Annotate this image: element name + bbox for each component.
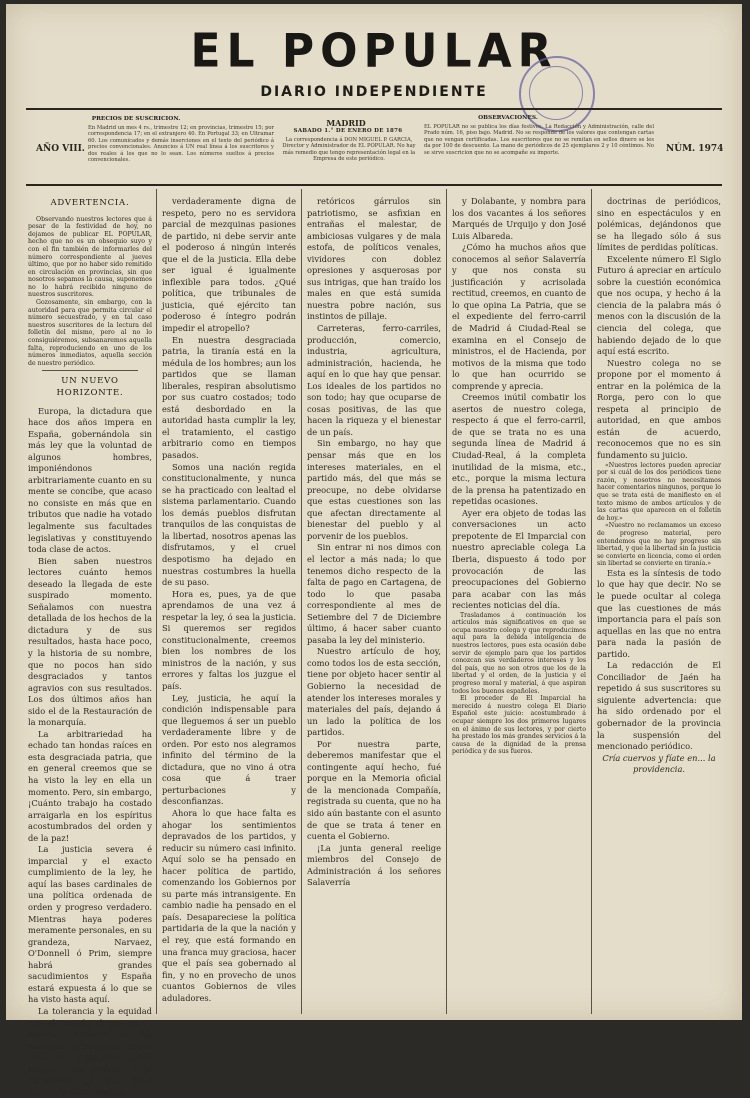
masthead-subtitle: DIARIO INDEPENDIENTE	[260, 84, 488, 100]
article-heading: ADVERTENCIA.	[50, 198, 130, 208]
observations-title: OBSERVACIONES.	[478, 115, 538, 121]
article-paragraph: Ley, justicia, he aquí la condición indispensable para que lleguemos á ser un pueblo verdaderamente libre y de orden. Por esto nos alegramos infinito del término de la dictadura, que no vino á otra cosa que á traer perturbaciones y desconfianzas.	[162, 692, 296, 807]
dateline: SABADO 1.° DE ENERO DE 1876	[293, 128, 403, 134]
article-paragraph: Carreteras, ferro-carriles, producción, comercio, industria, agricultura, administración, hacienda, he aquí en lo que hay que pensar. Los ideales de los partidos no son todo; hay que ocuparse de cosas positivas, de las que hacen la riqueza y el bienestar de un país.	[307, 323, 441, 437]
article-paragraph: Somos una nación regida constitucionalmente, y nunca se ha practicado con lealtad el sistema parlamentario. Cuando los demás pueblos disfrutan tranquilos de las conquistas de la libertad, nosotros apenas las disfrutamos, y el cruel despotismo ha dejado en nuestras costumbres la huella de su paso.	[162, 461, 296, 588]
article-paragraph: Por nuestra parte, deberemos manifestar que el contingente aquí hecho, fué porque en la Memoria oficial de la mencionada Compañía, registrada su cuenta, que no ha sido aún bastante con el asunto de que se trata á tener en cuenta el Gobierno.	[307, 738, 441, 842]
article-paragraph: doctrinas de periódicos, sino en espectáculos y en polémicas, dejándonos que se ha llegado sólo á sus límites de perdidas políticas.	[597, 196, 721, 253]
article-paragraph: La arbitrariedad ha echado tan hondas raíces en esta desgraciada patria, que en general creemos que se ha visto la ley en ella un momento. Pero, sin embargo, ¡Cuánto trabajo ha costado arraigarla en los espíritus acostumbrados del orden y de la paz!	[28, 728, 152, 843]
subscription-title: PRECIOS DE SUSCRICION.	[91, 116, 181, 122]
header-rule-bottom	[26, 184, 722, 186]
small-print-block	[28, 216, 152, 300]
small-print-paragraph: Trasladamos á continuación los artículos más significativos en que se ocupa nuestro colega y que reproducimos aquí para la debida inteligencia de nuestros lectores, pues esta ocasión debe servir de ejemplo para que los partidos conozcan sus verdaderos intereses y los del país, que no son otros que los de la libertad y el orden, de la justicia y el progreso moral y material, á que aspiran todos los buenos españoles.	[452, 611, 586, 695]
newspaper-page	[6, 4, 742, 1097]
article-paragraph: La justicia severa é imparcial y el exacto cumplimiento de la ley, he aquí las bases cardinales de una política ordenada de orden y progreso verdadero. Mientras haya poderes meramente personales, en su grandeza, Narvaez, O'Donnell ó Prim, siempre habrá grandes sacudimientos y España estará expuesta á lo que se ha visto hasta aquí.	[28, 844, 153, 1005]
article-paragraph: En nuestra desgraciada patria, la tiranía está en la médula de los hombres; aun los partidos que se llaman liberales, respiran absolutismo por sus cuatro costados; todo está desbordado en la autoridad hasta cumplir la ley, el tratamiento, el castigo arbitrario como en tiempos pasados.	[162, 334, 296, 461]
small-print-paragraph: Gozosamente, sin embargo, con la autoridad para que permita circular el número secuestrado, y en tal caso nuestros suscritores de la lectura del folletín del mismo, pero al no lo consiguiéremos, subsanaremos aquella falta, reproduciendo en uno de los números inmediatos, aquella sección de nuestro periódico.	[28, 299, 152, 367]
article-paragraph: Sin embargo, no hay que pensar más que en los intereses materiales, en el partido más, del que más se preocupe, no debe olvidarse que estas cuestiones son las que afectan directamente al bienestar del pueblo y al porvenir de los pueblos.	[307, 438, 441, 541]
article-paragraph: Europa, la dictadura que hace dos años impera en España, gobernándola sin más ley que la voluntad de algunos hombres, imponiéndonos arbitrariamente cuanto en su mente se concibe, que acaso no consiste en más que en tributos que nadie ha votado legalmente sus facultades legislativas y constituyendo toda clase de actos.	[28, 405, 152, 555]
article-paragraph: retóricos gárrulos sin patriotismo, se asfixian en entrañas el malestar, de ambiciosas vulgares y de mala estofa, de políticos venales, vividores con doblez opresiones y asquerosas por sus intrigas, que han traído los males en que está sumida nuestra pobre nación, sus instintos de pillaje.	[307, 196, 441, 322]
small-print-paragraph: «Nuestro no reclamamos un exceso de progreso material, pero entendemos que no hay progreso sin libertad, y que la libertad sin la justicia se convierte en licencia, como el orden sin libertad se convierte en tiranía.»	[597, 522, 721, 568]
article-column-2	[162, 196, 296, 1012]
column-divider-1	[156, 189, 157, 1014]
small-print-paragraph: «Nuestros lectores pueden apreciar por si cuál de los dos periódicos tiene razón, y nosotros no necesitamos hacer comentarios ningunos, porque lo que se trata está de manifiesto en el texto mismo de ambos artículos y de las cartas que aparecen en el folletín de hoy.»	[597, 461, 721, 522]
city-label: MADRID	[326, 118, 366, 128]
article-paragraph: verdaderamente digna de respeto, pero no es servidora parcial de mezquinas pasiones de partido, ni debe servir ante el poderoso á ningún interés que el de la justicia. Ella debe ser igual é igualmente inflexible para todos. ¿Qué política, que tribunales de justicia, qué ejército tan poderoso é íntegro podrán impedir el atropello?	[162, 196, 296, 334]
column-divider-4	[591, 189, 592, 1014]
article-column-1	[28, 196, 153, 1097]
masthead-title: EL POPULAR	[190, 24, 558, 79]
article-paragraph: Bien saben nuestros lectores cuánto hemos deseado la llegada de este suspirado momento. Señalamos con nuestra detallada de los hechos de la dictadura y de sus resultados, hasta hace poco, y la historia de su nombre, que no pocos han sido desgraciados y tantos agravios con sus resultados. Los dos últimos años han sido el de la Restauración de la monarquía.	[28, 555, 152, 728]
small-print-paragraph: Observando nuestros lectores que á pesar de la festividad de hoy, no dejamos de publicar EL POPULAR, hecho que no es un obsequio suyo y con el fin también de informarles del número correspondiente al jueves último, que por no haber sido remitido en circulación en provincias, sin que nosotros sepamos la causa, suponemos no lo habrá recibido ninguno de nuestros suscritores.	[28, 215, 152, 299]
section-divider	[42, 370, 138, 371]
article-paragraph: Hora es, pues, ya de que aprendamos de una vez á respetar la ley, ó sea la justicia. Si queremos ser regidos constitucionalmente, creemos bien los nombres de los ministros de la nación, y sus errores y faltas los juzgue el país.	[162, 588, 296, 691]
small-print-block	[28, 299, 152, 367]
article-paragraph: La tolerancia y la equidad con el partido al que no es adverso, apóyese de las naciones extranjeras, sobre todo de Inglaterra: ¿qué respeto van profesar á la autoridad? ¿y qué que? Porque la autoridad es	[28, 1005, 152, 1097]
observations-text: EL POPULAR no se publica los días festivos. La Redacción y Administración, calle del Prado núm. 16, piso bajo. Madrid. No se responde de los valores que contengan cartas que no vengan certificadas. Los suscritores que no se remitan en sellos dinero se les da por 100 de descuento. La mano de periódicos de 25 ejemplares 2 y 10 céntimos. No se sirve suscricion que no se acompañe su importe.	[424, 124, 654, 156]
small-print-paragraph: El proceder de El Imparcial ha merecido á nuestro colega El Diario Español este juicio: acostumbrado á ocupar siempre los dos primeros lugares en el ánimo de sus lectores, y por cierto ha prestado los más grandes servicios á la causa de la dignidad de la prensa periódica y de sus fueros.	[452, 695, 586, 756]
article-column-5	[597, 196, 721, 1012]
article-paragraph: Ayer era objeto de todas las conversaciones un acto prepotente de El Imparcial con nuestro apreciable colega La Iberia, dispuesto á todo por provocación de las preocupaciones del Gobierno para acabar con las más recientes noticias del día.	[452, 507, 586, 611]
column-divider-3	[446, 189, 447, 1014]
article-paragraph: Nuestro colega no se propone por el momento á entrar en la polémica de la Rorga, pero con lo que respeta al principio de autoridad, en que ambos están de acuerdo, reconocemos que no es sin fundamento su juicio.	[597, 357, 721, 461]
year-label: AÑO VIII.	[36, 144, 85, 154]
article-column-4	[452, 196, 586, 1012]
article-paragraph: La redacción de El Conciliador de Jaén ha repetido á sus suscritores su siguiente advertencia: que ha sido ordenado por el gobernador de la provincia la suspensión del mencionado periódico.	[597, 660, 721, 752]
director-text: La correspondencia á DON MIGUEL P. GARCIA, Director y Administrador de EL POPULAR. No hay más remedio que tengo representación legal en la Empresa de este periódico.	[282, 137, 416, 163]
article-paragraph: y Dolabante, y nombra para los dos vacantes á los señores Marqués de Urquijo y don José Luis Albareda.	[452, 196, 586, 241]
article-column-3	[307, 196, 441, 1012]
article-paragraph: Esta es la síntesis de todo lo que hay que decir. No se le puede ocultar al colega que las cuestiones de más importancia para el país son aquellas en las que no entra para nada la pasión de partido.	[597, 567, 721, 659]
small-print-block	[452, 695, 586, 756]
article-heading: UN NUEVO HORIZONTE.	[56, 376, 124, 398]
small-print-block	[597, 522, 721, 568]
article-paragraph: Excelente número El Siglo Futuro á apreciar en artículo sobre la cuestión económica que nos ocupa, y hecho á la ciencia de la palabra más ó menos con la discusión de la ciencia del colega, que habiendo dejado de lo que aquí está escrito.	[597, 253, 721, 357]
issue-number: NÚM. 1974	[666, 144, 724, 154]
article-paragraph: Creemos inútil combatir los asertos de nuestro colega, respecto á que el ferro-carril, de que se trata no es una segunda línea de Madrid á Ciudad-Real, á la completa inutilidad de la misma, etc., etc., porque la misma lectura de la prensa ha patentizado en repetidas ocasiones.	[452, 392, 586, 507]
article-paragraph: ¡La junta general reelige miembros del Consejo de Administración á los señores Salaverría	[307, 842, 441, 888]
closing-line: Cría cuervos y fíate en... la providencia.	[602, 752, 716, 775]
article-paragraph: ¿Cómo ha muchos años que conocemos al señor Salaverría y que nos consta su justificación y acrisolada rectitud, creemos, en cuanto de lo que opina La Patria, que se el expediente del ferro-carril de Madrid á Ciudad-Real se examina en el Consejo de ministros, el de Hacienda, por motivos de la misma que todo lo que han ocurrido se comprende y aprecia.	[452, 242, 586, 391]
article-paragraph: Ahora lo que hace falta es ahogar los sentimientos depravados de los partidos, y reducir su número casi infinito. Aquí solo se ha pensado en hacer política de partido, comenzando los Gobiernos por su parte más intransigente. En cambio nadie ha pensado en el país. Desapareciese la política partidaria de la que la nación y el rey, que está formando en una franca muy graciosa, hacer que el país sea gobernado al fin, y no en provecho de unos cuantos Gobiernos de viles aduladores.	[162, 807, 296, 1003]
subscription-text: En Madrid un mes 4 rs., trimestre 12; en provincias, trimestre 15; por correspondencia 17; en el extranjero 40. En Portugal 33; en Ultramar 60. Los comunicados y demás inserciones en el texto del periódico á precios convencionales. Anuncios á UN real línea á los suscritores y dos reales á los que no lo sean. Los números sueltos á precios convencionales.	[88, 125, 274, 164]
column-divider-2	[301, 189, 302, 1014]
article-paragraph: Nuestro artículo de hoy, como todos los de esta sección, tiene por objeto hacer sentir al Gobierno la necesidad de atender los intereses morales y materiales del país, dejando á un lado la política de los partidos.	[307, 646, 441, 738]
small-print-block	[452, 612, 586, 696]
article-paragraph: Sin entrar ni nos dimos con el lector a más nada; lo que tenemos dicho respecto de la falta de pago en Cartagena, de todo lo que pasaba correspondiente al mes de Setiembre del 7 de Diciembre último, á hacer saber cuanto pasaba la ley del ministerio.	[307, 542, 441, 645]
small-print-block	[597, 462, 721, 523]
header-rule-top	[26, 108, 722, 110]
